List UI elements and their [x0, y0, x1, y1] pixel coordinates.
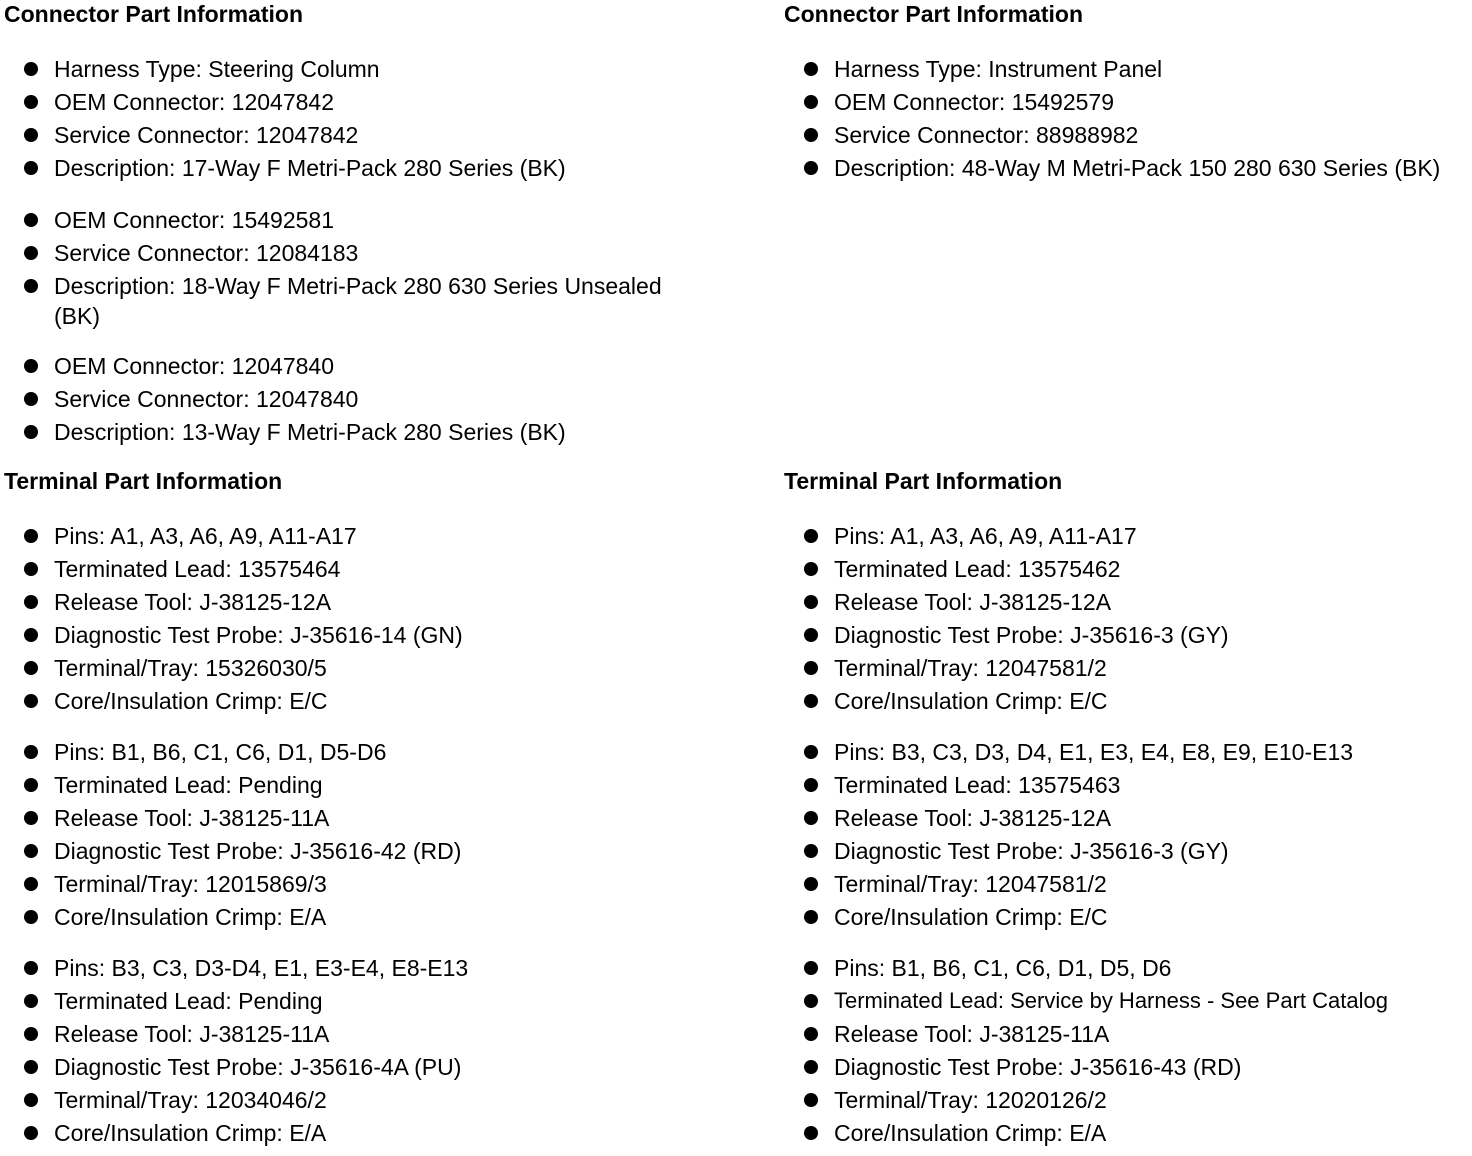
- bullet-icon: [24, 529, 38, 543]
- bullet-icon: [24, 628, 38, 642]
- bullet-list: [784, 521, 1468, 716]
- list-item: Diagnostic Test Probe: J-35616-43 (RD): [784, 1052, 1468, 1082]
- bullet-icon: [804, 1060, 818, 1074]
- list-item: Terminated Lead: Pending: [4, 986, 704, 1016]
- bullet-icon: [24, 811, 38, 825]
- bullet-icon: [24, 877, 38, 891]
- list-item: Core/Insulation Crimp: E/C: [4, 686, 704, 716]
- bullet-icon: [804, 844, 818, 858]
- list-item: Terminal/Tray: 12047581/2: [784, 653, 1468, 683]
- bullet-list: [784, 953, 1468, 1148]
- bullet-icon: [804, 628, 818, 642]
- bullet-icon: [804, 62, 818, 76]
- list-item: Terminal/Tray: 12015869/3: [4, 869, 704, 899]
- bullet-icon: [804, 811, 818, 825]
- right-connector-group-1: [784, 54, 1468, 183]
- list-item: Diagnostic Test Probe: J-35616-4A (PU): [4, 1052, 704, 1082]
- list-item: Terminated Lead: Pending: [4, 770, 704, 800]
- bullet-icon: [24, 994, 38, 1008]
- bullet-icon: [804, 877, 818, 891]
- list-item: Pins: A1, A3, A6, A9, A11-A17: [784, 521, 1468, 551]
- list-item: Release Tool: J-38125-12A: [4, 587, 704, 617]
- list-item: Service Connector: 12047840: [4, 384, 704, 414]
- bullet-icon: [24, 961, 38, 975]
- list-item: Pins: A1, A3, A6, A9, A11-A17: [4, 521, 704, 551]
- right-terminal-group-2: [784, 737, 1468, 932]
- bullet-icon: [24, 62, 38, 76]
- bullet-icon: [804, 661, 818, 675]
- list-item: Terminal/Tray: 15326030/5: [4, 653, 704, 683]
- list-item: Terminated Lead: Service by Harness - See Part Catalog: [784, 986, 1468, 1016]
- list-item: Description: 17-Way F Metri-Pack 280 Series (BK): [4, 153, 704, 183]
- list-item: Core/Insulation Crimp: E/A: [4, 902, 704, 932]
- bullet-icon: [24, 213, 38, 227]
- bullet-list: [4, 737, 704, 932]
- list-item: OEM Connector: 12047842: [4, 87, 704, 117]
- list-item: Diagnostic Test Probe: J-35616-42 (RD): [4, 836, 704, 866]
- list-item: Core/Insulation Crimp: E/A: [4, 1118, 704, 1148]
- list-item: Terminated Lead: 13575464: [4, 554, 704, 584]
- bullet-icon: [24, 359, 38, 373]
- bullet-icon: [804, 128, 818, 142]
- bullet-icon: [804, 562, 818, 576]
- bullet-list: [4, 54, 704, 183]
- list-item: Terminal/Tray: 12034046/2: [4, 1085, 704, 1115]
- left-connector-group-1: [4, 54, 704, 183]
- bullet-icon: [24, 246, 38, 260]
- list-item: Core/Insulation Crimp: E/A: [784, 1118, 1468, 1148]
- right-terminal-section: [784, 521, 1468, 1151]
- bullet-icon: [24, 595, 38, 609]
- bullet-list: [4, 521, 704, 716]
- list-item: Release Tool: J-38125-11A: [784, 1019, 1468, 1049]
- bullet-icon: [24, 844, 38, 858]
- left-connector-group-2: [4, 205, 704, 331]
- right-column: [784, 0, 1468, 1146]
- list-item: Terminated Lead: 13575463: [784, 770, 1468, 800]
- bullet-list: [4, 205, 704, 331]
- list-item: Description: 48-Way M Metri-Pack 150 280 630 Series (BK): [784, 153, 1468, 183]
- list-item: OEM Connector: 15492579: [784, 87, 1468, 117]
- bullet-icon: [804, 529, 818, 543]
- right-terminal-group-1: [784, 521, 1468, 716]
- bullet-list: [4, 351, 704, 447]
- list-item: Core/Insulation Crimp: E/C: [784, 902, 1468, 932]
- bullet-icon: [24, 392, 38, 406]
- left-terminal-group-2: [4, 737, 704, 932]
- bullet-icon: [804, 161, 818, 175]
- list-item: Service Connector: 12084183: [4, 238, 704, 268]
- list-item: Pins: B3, C3, D3-D4, E1, E3-E4, E8-E13: [4, 953, 704, 983]
- bullet-icon: [804, 1093, 818, 1107]
- list-item: Release Tool: J-38125-11A: [4, 1019, 704, 1049]
- terminal-heading-right: Terminal Part Information: [784, 468, 1063, 494]
- bullet-icon: [24, 1060, 38, 1074]
- bullet-icon: [24, 1027, 38, 1041]
- list-item: OEM Connector: 12047840: [4, 351, 704, 381]
- list-item: Description: 18-Way F Metri-Pack 280 630 Series Unsealed (BK): [4, 271, 704, 331]
- list-item: Description: 13-Way F Metri-Pack 280 Series (BK): [4, 417, 704, 447]
- bullet-icon: [804, 95, 818, 109]
- bullet-icon: [24, 128, 38, 142]
- connector-heading-left: Connector Part Information: [4, 1, 304, 27]
- left-terminal-section: [4, 521, 704, 1151]
- list-item: Pins: B3, C3, D3, D4, E1, E3, E4, E8, E9, E10-E13: [784, 737, 1468, 767]
- connector-heading-right: Connector Part Information: [784, 1, 1084, 27]
- list-item: Pins: B1, B6, C1, C6, D1, D5-D6: [4, 737, 704, 767]
- list-item: Terminal/Tray: 12020126/2: [784, 1085, 1468, 1115]
- bullet-icon: [24, 161, 38, 175]
- list-item: Release Tool: J-38125-12A: [784, 587, 1468, 617]
- bullet-icon: [24, 778, 38, 792]
- right-terminal-group-3: [784, 953, 1468, 1148]
- list-item: Diagnostic Test Probe: J-35616-3 (GY): [784, 836, 1468, 866]
- bullet-icon: [24, 279, 38, 293]
- list-item: Service Connector: 88988982: [784, 120, 1468, 150]
- bullet-icon: [804, 910, 818, 924]
- bullet-icon: [24, 95, 38, 109]
- list-item: Core/Insulation Crimp: E/C: [784, 686, 1468, 716]
- bullet-icon: [24, 661, 38, 675]
- bullet-icon: [24, 1126, 38, 1140]
- list-item: Diagnostic Test Probe: J-35616-14 (GN): [4, 620, 704, 650]
- left-column: [4, 0, 704, 1146]
- bullet-icon: [804, 961, 818, 975]
- list-item: Diagnostic Test Probe: J-35616-3 (GY): [784, 620, 1468, 650]
- bullet-icon: [804, 745, 818, 759]
- bullet-icon: [24, 694, 38, 708]
- list-item: Pins: B1, B6, C1, C6, D1, D5, D6: [784, 953, 1468, 983]
- bullet-icon: [24, 562, 38, 576]
- terminal-heading-left: Terminal Part Information: [4, 468, 283, 494]
- bullet-icon: [24, 910, 38, 924]
- left-terminal-group-1: [4, 521, 704, 716]
- bullet-icon: [24, 1093, 38, 1107]
- list-item: Service Connector: 12047842: [4, 120, 704, 150]
- bullet-icon: [24, 745, 38, 759]
- list-item: Harness Type: Instrument Panel: [784, 54, 1468, 84]
- bullet-icon: [804, 1126, 818, 1140]
- bullet-icon: [804, 595, 818, 609]
- left-terminal-group-3: [4, 953, 704, 1148]
- list-item: Release Tool: J-38125-11A: [4, 803, 704, 833]
- list-item: Terminated Lead: 13575462: [784, 554, 1468, 584]
- list-item: Terminal/Tray: 12047581/2: [784, 869, 1468, 899]
- list-item: Release Tool: J-38125-12A: [784, 803, 1468, 833]
- bullet-list: [784, 737, 1468, 932]
- list-item: OEM Connector: 15492581: [4, 205, 704, 235]
- bullet-list: [784, 54, 1468, 183]
- bullet-list: [4, 953, 704, 1148]
- list-item: Harness Type: Steering Column: [4, 54, 704, 84]
- bullet-icon: [804, 778, 818, 792]
- bullet-icon: [804, 694, 818, 708]
- bullet-icon: [804, 1027, 818, 1041]
- bullet-icon: [804, 994, 818, 1008]
- left-connector-group-3: [4, 351, 704, 447]
- bullet-icon: [24, 425, 38, 439]
